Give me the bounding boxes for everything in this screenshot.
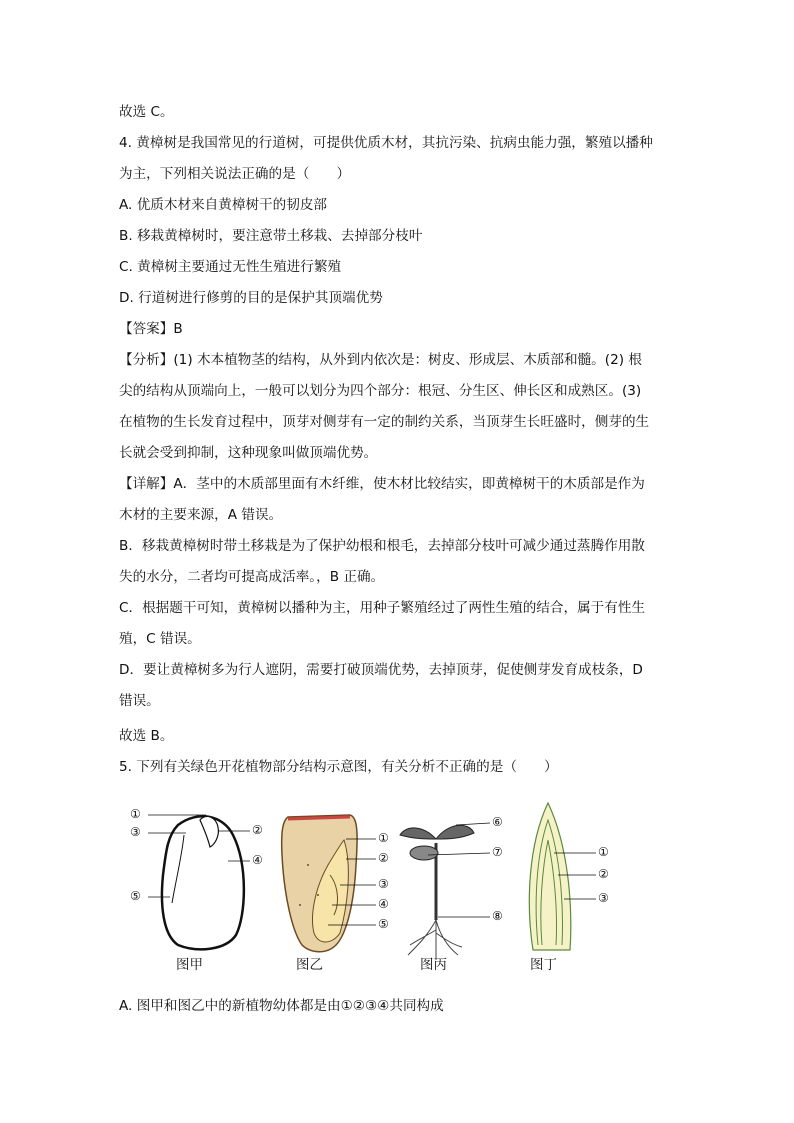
figure-yi — [282, 815, 376, 952]
option-c: C. 黄樟树主要通过无性生殖进行繁殖 — [119, 259, 342, 275]
figure-bing — [400, 823, 490, 960]
caption-jia: 图甲 — [176, 957, 203, 973]
figure-ding — [529, 803, 596, 950]
label-ding-3: ③ — [598, 891, 609, 905]
question-4-stem: 4. 黄樟树是我国常见的行道树，可提供优质木材，其抗污染、抗病虫能力强，繁殖以播种 — [119, 135, 653, 151]
caption-yi: 图乙 — [296, 957, 323, 973]
detail-line: 错误。 — [119, 693, 160, 709]
label-bing-8: ⑧ — [492, 909, 503, 923]
analysis-line: 长就会受到抑制，这种现象叫做顶端优势。 — [119, 445, 378, 461]
label-bing-7: ⑦ — [492, 845, 503, 859]
label-ding-2: ② — [598, 867, 609, 881]
label-jia-1: ① — [130, 807, 141, 821]
option-a-q5: A. 图甲和图乙中的新植物幼体都是由①②③④共同构成 — [119, 998, 444, 1014]
detail-line: 失的水分，二者均可提高成活率。，B 正确。 — [119, 569, 385, 585]
label-yi-4: ④ — [378, 897, 389, 911]
label-jia-5: ⑤ — [130, 889, 141, 903]
option-a: A. 优质木材来自黄樟树干的韧皮部 — [119, 197, 328, 213]
detail-line: 殖，C 错误。 — [119, 631, 201, 647]
label-yi-3: ③ — [378, 877, 389, 891]
option-d: D. 行道树进行修剪的目的是保护其顶端优势 — [119, 290, 383, 306]
question-4-stem-cont: 为主，下列相关说法正确的是（ ） — [119, 166, 351, 182]
figure-svg — [118, 795, 618, 975]
option-b: B. 移栽黄樟树时，要注意带土移栽、去掉部分枝叶 — [119, 228, 423, 244]
detail-line: 木材的主要来源，A 错误。 — [119, 507, 283, 523]
label-jia-3: ③ — [130, 825, 141, 839]
analysis-line: 尖的结构从顶端向上，一般可以划分为四个部分：根冠、分生区、伸长区和成熟区。(3) — [119, 383, 642, 399]
detail-line: D．要让黄樟树多为行人遮阴，需要打破顶端优势，去掉顶芽，促使侧芽发育成枝条，D — [119, 662, 643, 678]
label-ding-1: ① — [598, 845, 609, 859]
detail-line: C．根据题干可知，黄樟树以播种为主，用种子繁殖经过了两性生殖的结合，属于有性生 — [119, 600, 646, 616]
plant-structure-figure — [118, 795, 618, 975]
label-bing-6: ⑥ — [492, 815, 503, 829]
label-jia-4: ④ — [252, 853, 263, 867]
analysis-line: 在植物的生长发育过程中，顶芽对侧芽有一定的制约关系，当顶芽生长旺盛时，侧芽的生 — [119, 414, 650, 430]
figure-jia — [148, 815, 250, 949]
caption-bing: 图丙 — [420, 957, 447, 973]
text-line: 故选 C。 — [119, 104, 174, 120]
caption-ding: 图丁 — [530, 957, 557, 973]
label-yi-1: ① — [378, 831, 389, 845]
label-yi-2: ② — [378, 851, 389, 865]
question-5-stem: 5. 下列有关绿色开花植物部分结构示意图，有关分析不正确的是（ ） — [119, 759, 558, 775]
label-yi-5: ⑤ — [378, 917, 389, 931]
detail-line: 【详解】A．茎中的木质部里面有木纤维，使木材比较结实，即黄樟树干的木质部是作为 — [119, 476, 645, 492]
answer: 【答案】B — [119, 321, 183, 337]
text-line: 故选 B。 — [119, 728, 174, 744]
detail-line: B．移栽黄樟树时带土移栽是为了保护幼根和根毛，去掉部分枝叶可减少通过蒸腾作用散 — [119, 538, 645, 554]
label-jia-2: ② — [252, 823, 263, 837]
analysis-line: 【分析】(1) 木本植物茎的结构，从外到内依次是：树皮、形成层、木质部和髓。(2) 根 — [119, 352, 642, 368]
